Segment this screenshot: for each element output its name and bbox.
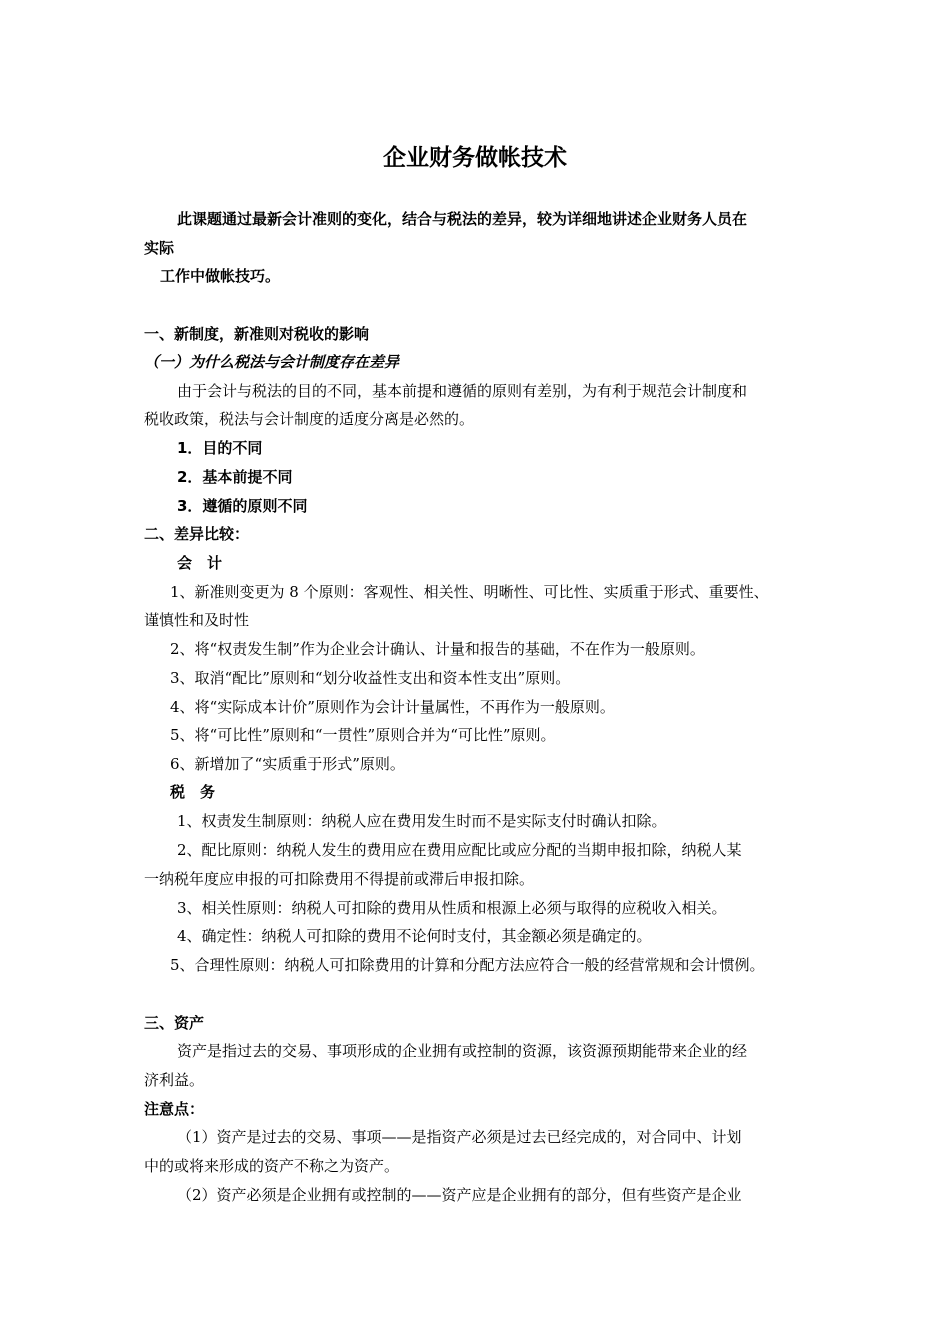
accounting-item-2: 2、将“权责发生制”作为企业会计确认、计量和报告的基础，不在作为一般原则。	[170, 640, 705, 658]
tax-item-2-line-2: 一纳税年度应申报的可扣除费用不得提前或滞后申报扣除。	[144, 870, 535, 888]
note-1-line-1: （1）资产是过去的交易、事项——是指资产必须是过去已经完成的，对合同中、计划	[177, 1128, 742, 1146]
accounting-item-5: 5、将“可比性”原则和“一贯性”原则合并为“可比性”原则。	[170, 726, 556, 744]
note-1-line-2: 中的或将来形成的资产不称之为资产。	[144, 1157, 400, 1175]
accounting-item-1-line-2: 谨慎性和及时性	[144, 611, 250, 629]
section-3-heading: 三、资产	[144, 1014, 205, 1032]
tax-item-3: 3、相关性原则：纳税人可扣除的费用从性质和根源上必须与取得的应税收入相关。	[177, 899, 727, 917]
intro-line-2: 实际	[144, 239, 175, 257]
section-1-heading: 一、新制度，新准则对税收的影响	[144, 325, 370, 343]
accounting-item-3: 3、取消“配比”原则和“划分收益性支出和资本性支出”原则。	[170, 669, 571, 687]
section-1-item-2: 2．基本前提不同	[177, 468, 293, 486]
section-1-paragraph-line-2: 税收政策，税法与会计制度的适度分离是必然的。	[144, 410, 475, 428]
intro-line-3: 工作中做帐技巧。	[160, 267, 281, 285]
accounting-item-4: 4、将“实际成本计价”原则作为会计计量属性，不再作为一般原则。	[170, 698, 615, 716]
tax-item-4: 4、确定性：纳税人可扣除的费用不论何时支付，其金额必须是确定的。	[177, 927, 652, 945]
intro-line-1: 此课题通过最新会计准则的变化，结合与税法的差异，较为详细地讲述企业财务人员在	[177, 210, 748, 228]
tax-item-5: 5、合理性原则：纳税人可扣除费用的计算和分配方法应符合一般的经营常规和会计惯例。	[170, 956, 765, 974]
section-2-heading: 二、差异比较：	[144, 525, 250, 543]
section-3-paragraph-line-2: 济利益。	[144, 1071, 205, 1089]
tax-item-2-line-1: 2、配比原则：纳税人发生的费用应在费用应配比或应分配的当期申报扣除，纳税人某	[177, 841, 742, 859]
tax-item-1: 1、权责发生制原则：纳税人应在费用发生时而不是实际支付时确认扣除。	[177, 812, 667, 830]
accounting-item-6: 6、新增加了“实质重于形式”原则。	[170, 755, 405, 773]
note-2-line-1: （2）资产必须是企业拥有或控制的——资产应是企业拥有的部分，但有些资产是企业	[177, 1186, 742, 1204]
section-1-item-1: 1．目的不同	[177, 439, 263, 457]
accounting-label: 会 计	[177, 554, 223, 572]
section-1-paragraph-line-1: 由于会计与税法的目的不同，基本前提和遵循的原则有差别，为有利于规范会计制度和	[177, 382, 748, 400]
section-1-subheading: （一）为什么税法与会计制度存在差异	[144, 353, 400, 371]
section-1-item-3: 3．遵循的原则不同	[177, 497, 308, 515]
document-title: 企业财务做帐技术	[383, 145, 567, 171]
accounting-item-1-line-1: 1、新准则变更为 8 个原则：客观性、相关性、明晰性、可比性、实质重于形式、重要性、	[170, 583, 769, 601]
tax-label: 税 务	[170, 783, 216, 801]
section-3-paragraph-line-1: 资产是指过去的交易、事项形成的企业拥有或控制的资源，该资源预期能带来企业的经	[177, 1042, 748, 1060]
notes-label: 注意点：	[144, 1100, 205, 1118]
